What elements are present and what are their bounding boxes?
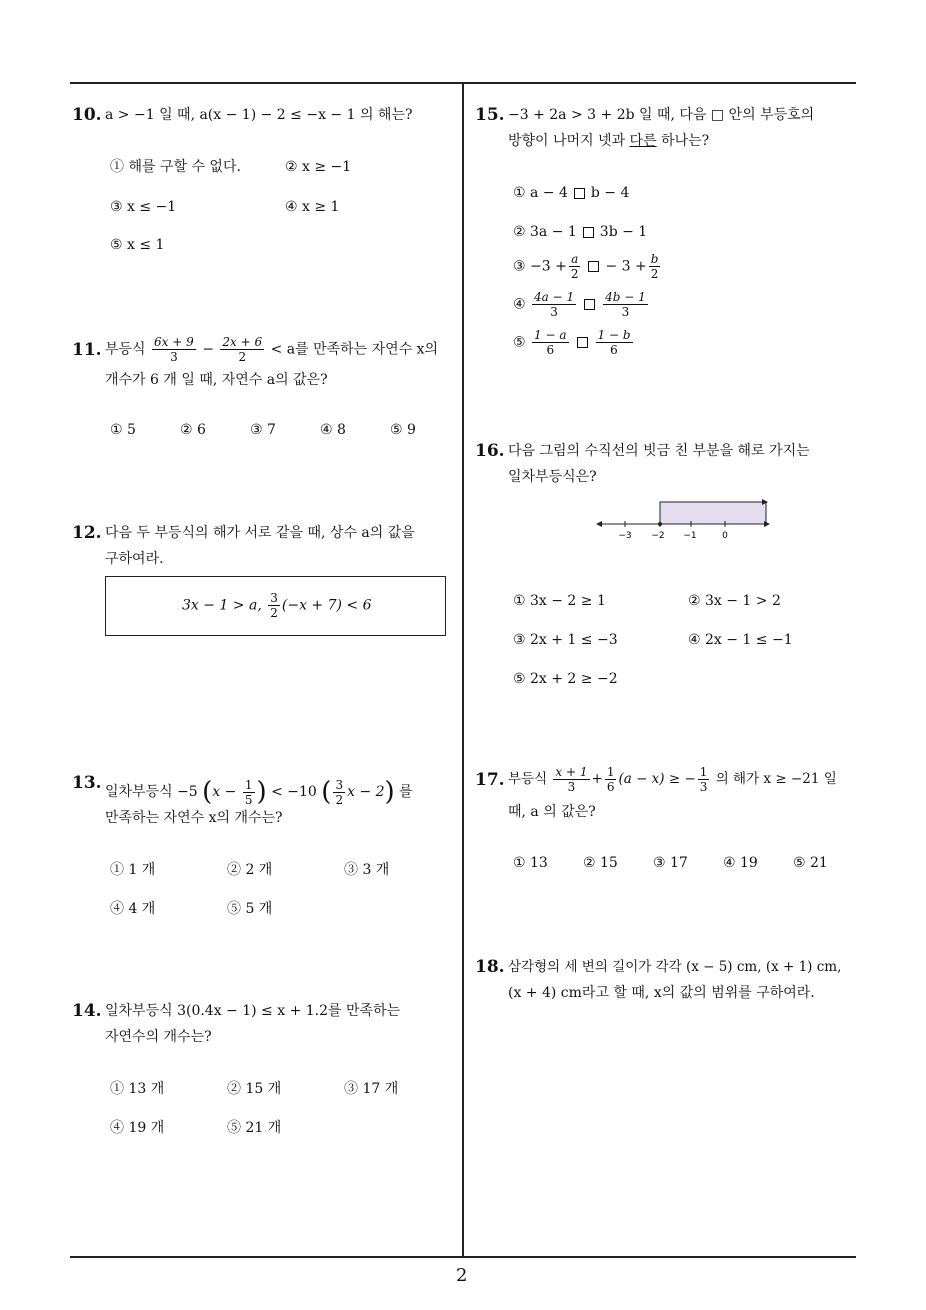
fraction [605, 765, 617, 794]
blank-box-icon [574, 188, 585, 199]
numerator: 3 [270, 591, 278, 605]
stem-part: 하나는? [656, 133, 710, 149]
tick-label: −1 [683, 531, 697, 541]
denominator: 6 [606, 780, 615, 794]
question-number: 10. [72, 105, 102, 125]
option-3[interactable]: ③ 3 개 [344, 862, 390, 878]
numerator: 3 [335, 777, 344, 792]
question-15 [475, 102, 855, 372]
question-stem-line-1: −3 + 2a > 3 + 2b 일 때, 다음 □ 안의 부등호의 [508, 107, 815, 123]
denominator: 2 [650, 267, 659, 281]
denominator: 3 [621, 305, 630, 319]
numerator: 1 [244, 777, 253, 792]
fraction [532, 328, 568, 357]
box-right: (−x + 7) < 6 [281, 597, 372, 614]
option-4[interactable]: ④ 19 [723, 855, 758, 871]
denominator: 6 [546, 343, 555, 357]
fraction [596, 328, 633, 357]
tick-label: −2 [651, 531, 665, 541]
option-5[interactable]: ⑤ 21 [793, 855, 828, 871]
option-3[interactable] [513, 252, 662, 281]
right-paren: ) [256, 777, 267, 807]
fraction [243, 778, 255, 807]
condition-box [105, 576, 446, 636]
option-left: ④ [513, 296, 526, 313]
number-line [592, 496, 772, 544]
option-2[interactable]: ② 15 개 [227, 1081, 282, 1097]
closed-endpoint [658, 522, 662, 526]
option-right: b − 4 [590, 185, 630, 201]
question-13 [72, 770, 457, 920]
option-4[interactable]: ④ 19 개 [110, 1120, 165, 1136]
blank-box-icon [583, 227, 594, 238]
option-left: ③ −3 + [513, 258, 567, 275]
stem-prefix: 부등식 [105, 341, 146, 358]
option-left: ① a − 4 [513, 185, 568, 201]
question-stem-line-2: 일차부등식은? [508, 469, 597, 485]
option-5[interactable]: ⑤ 2x + 2 ≥ −2 [513, 671, 618, 687]
question-stem-line-1 [105, 335, 438, 364]
bottom-rule [70, 1256, 856, 1258]
option-4[interactable]: ④ x ≥ 1 [285, 199, 340, 215]
question-stem-line-1: 다음 두 부등식의 해가 서로 같을 때, 상수 a의 값을 [105, 525, 415, 541]
fraction [698, 765, 710, 794]
stem-part: 방향이 나머지 넷과 [508, 133, 630, 149]
option-5[interactable]: ⑤ 5 개 [227, 901, 273, 917]
fraction [603, 290, 648, 319]
question-stem-line-2: (x + 4) cm라고 할 때, x의 값의 범위를 구하여라. [508, 985, 815, 1001]
denominator: 6 [610, 343, 618, 357]
left-paren: ( [321, 777, 332, 807]
box-left: 3x − 1 > a, [182, 597, 262, 614]
fraction [268, 591, 280, 620]
stem-prefix: 일차부등식 −5 [105, 784, 198, 800]
question-stem-line-2: 자연수의 개수는? [105, 1029, 212, 1045]
blank-box-icon [588, 261, 599, 272]
right-arrow-icon [764, 521, 770, 527]
question-stem-line-2: 때, a 의 값은? [508, 804, 596, 820]
option-2[interactable]: ② 3x − 1 > 2 [688, 593, 781, 609]
question-stem-line-2: 구하여라. [105, 551, 164, 567]
denominator: 2 [335, 792, 344, 807]
denominator: 2 [570, 267, 579, 281]
numerator: a [571, 252, 579, 266]
option-1[interactable]: ① 3x − 2 ≥ 1 [513, 593, 606, 609]
option-3[interactable]: ③ 7 [250, 422, 276, 438]
option-1[interactable]: ① 5 [110, 422, 136, 438]
fraction [152, 335, 196, 364]
question-10 [72, 102, 457, 262]
right-paren: ) [384, 777, 395, 807]
fraction [220, 335, 264, 364]
operator: + [591, 771, 603, 787]
numerator: x + 1 [555, 765, 588, 779]
option-left: ⑤ [513, 334, 526, 351]
stem-suffix: < a를 만족하는 자연수 x의 [270, 341, 439, 358]
operator: − [202, 341, 214, 358]
left-arrow-icon [596, 521, 602, 527]
option-2[interactable]: ② 15 [583, 855, 618, 871]
question-number: 11. [72, 340, 102, 360]
question-number: 13. [72, 773, 102, 793]
option-5[interactable]: ⑤ 21 개 [227, 1120, 282, 1136]
option-2[interactable] [513, 219, 647, 245]
question-number: 14. [72, 1001, 102, 1021]
option-1[interactable]: ① 1 개 [110, 862, 156, 878]
numerator: 6x + 9 [154, 335, 194, 349]
denominator: 3 [550, 305, 558, 319]
expr-middle: (a − x) ≥ − [618, 771, 696, 787]
denominator: 3 [567, 780, 576, 794]
option-3[interactable]: ③ 17 [653, 855, 688, 871]
option-1[interactable] [513, 180, 629, 206]
numerator: b [650, 252, 659, 266]
option-2[interactable]: ② 2 개 [227, 862, 273, 878]
option-4[interactable]: ④ 8 [320, 422, 346, 438]
option-2[interactable]: ② 6 [180, 422, 206, 438]
question-stem-line-1 [508, 765, 837, 794]
box-content [182, 591, 372, 620]
question-16 [475, 438, 855, 698]
option-4[interactable] [513, 290, 650, 319]
blank-box-icon [577, 337, 588, 348]
denominator: 3 [170, 350, 178, 364]
question-stem-line-1: 일차부등식 3(0.4x − 1) ≤ x + 1.2를 만족하는 [105, 1003, 401, 1019]
question-18 [475, 954, 860, 1014]
question-stem: a > −1 일 때, a(x − 1) − 2 ≤ −x − 1 의 해는? [105, 107, 413, 123]
shaded-solution-region [660, 502, 766, 524]
option-3[interactable]: ③ 17 개 [344, 1081, 399, 1097]
stem-suffix: 를 [399, 784, 413, 800]
option-2[interactable]: ② x ≥ −1 [285, 159, 352, 175]
numerator: 1 − a [534, 328, 567, 342]
option-3[interactable]: ③ x ≤ −1 [110, 199, 177, 215]
option-right: 3b − 1 [599, 224, 648, 240]
denominator: 2 [270, 606, 278, 620]
option-5[interactable]: ⑤ 9 [390, 422, 416, 438]
option-5[interactable]: ⑤ x ≤ 1 [110, 237, 165, 253]
emphasis-underline: 다른 [629, 133, 657, 149]
option-1[interactable]: ① 해를 구할 수 없다. [110, 159, 241, 175]
stem-suffix: 의 해가 x ≥ −21 일 [715, 771, 837, 787]
option-3[interactable]: ③ 2x + 1 ≤ −3 [513, 632, 618, 648]
question-11 [72, 335, 457, 445]
question-stem-line-2: 개수가 6 개 일 때, 자연수 a의 값은? [105, 372, 328, 388]
question-stem-line-2 [508, 128, 709, 154]
blank-box-icon [584, 299, 595, 310]
fraction [553, 765, 589, 794]
numerator: 1 − b [597, 328, 631, 342]
question-stem-line-1: 삼각형의 세 변의 길이가 각각 (x − 5) cm, (x + 1) cm, [508, 959, 842, 975]
question-stem-line-2: 만족하는 자연수 x의 개수는? [105, 810, 283, 826]
fraction [532, 290, 576, 319]
fraction [649, 252, 661, 281]
question-14 [72, 998, 457, 1138]
option-4[interactable]: ④ 2x − 1 ≤ −1 [688, 632, 793, 648]
option-left: ② 3a − 1 [513, 224, 577, 240]
question-number: 16. [475, 441, 505, 461]
option-4[interactable]: ④ 4 개 [110, 901, 156, 917]
left-paren: ( [202, 777, 213, 807]
tick-label: −3 [618, 531, 632, 541]
tick-label: 0 [722, 531, 728, 541]
fraction [569, 252, 581, 281]
stem-prefix: 부등식 [508, 771, 548, 787]
denominator: 3 [699, 780, 708, 794]
question-17 [475, 765, 860, 885]
numerator: 2x + 6 [222, 335, 263, 349]
numerator: 1 [699, 765, 708, 779]
column-divider [462, 82, 464, 1257]
option-right: − 3 + [605, 258, 647, 275]
option-1[interactable]: ① 13 개 [110, 1081, 165, 1097]
fraction [333, 778, 345, 807]
option-1[interactable]: ① 13 [513, 855, 548, 871]
expr-middle: < −10 [271, 784, 317, 800]
question-stem-line-1: 다음 그림의 수직선의 빗금 친 부분을 해로 가지는 [508, 443, 810, 459]
question-number: 17. [475, 770, 505, 790]
expr-part: x − [212, 784, 237, 800]
expr-part: x − 2 [347, 784, 385, 800]
denominator: 5 [244, 792, 253, 807]
denominator: 2 [238, 350, 247, 364]
question-number: 15. [475, 105, 505, 125]
page-number: 2 [456, 1265, 468, 1286]
numerator: 1 [606, 765, 615, 779]
question-number: 12. [72, 523, 102, 543]
numerator: 4a − 1 [534, 290, 575, 304]
option-5[interactable] [513, 328, 635, 357]
numerator: 4b − 1 [605, 290, 646, 304]
question-number: 18. [475, 957, 505, 977]
